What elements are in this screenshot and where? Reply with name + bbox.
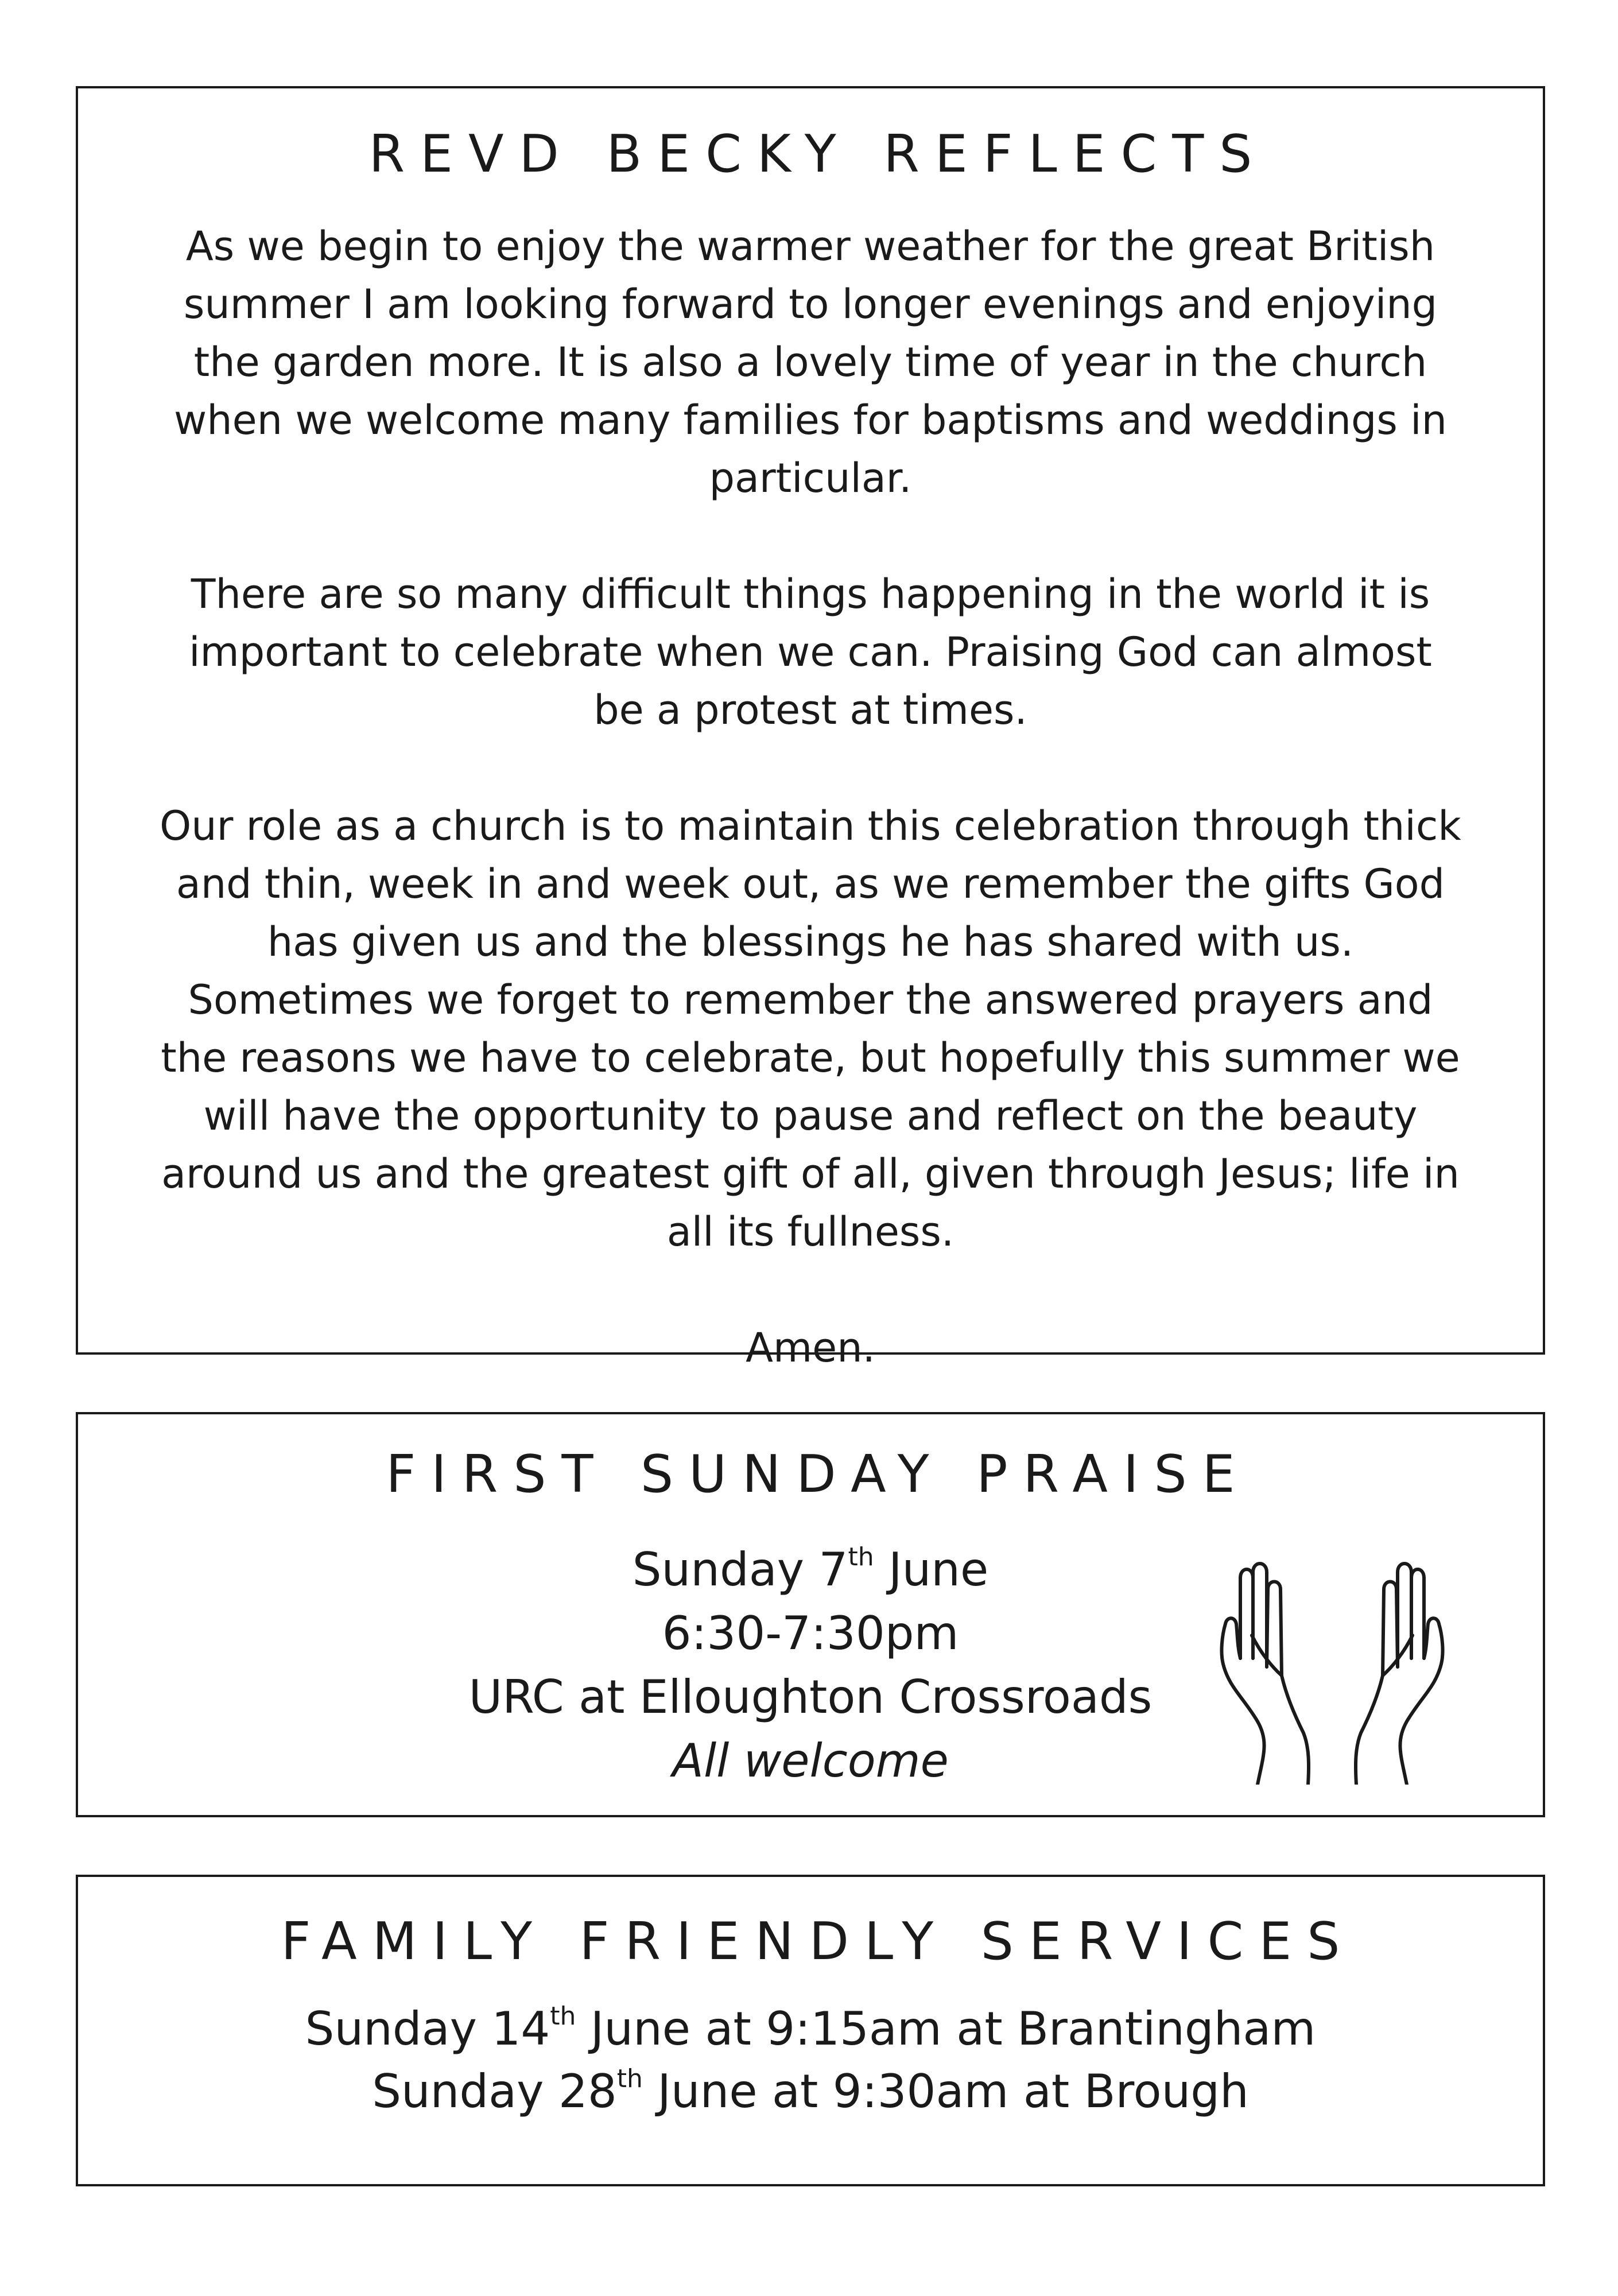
reflects-section (76, 86, 1545, 1371)
praise-time: 6:30-7:30pm (662, 1607, 959, 1660)
reflects-closing: Amen. (746, 1324, 875, 1371)
praying-hands-icon (1217, 1543, 1447, 1785)
praise-title: FIRST SUNDAY PRAISE (386, 1444, 1251, 1504)
praise-venue: URC at Elloughton Crossroads (468, 1670, 1153, 1724)
praise-date: Sunday 7th June (632, 1542, 989, 1596)
reflects-paragraph-2: There are so many difficult things happening in the world it is important to celebrate when we can. Praising God can almost be a protest at times. (189, 571, 1432, 734)
family-section (76, 1875, 1545, 2186)
family-title: FAMILY FRIENDLY SERVICES (281, 1911, 1356, 1972)
reflects-paragraph-3: Our role as a church is to maintain this celebration through thick and thin, week in and week out, as we remember the gifts God has given us and the blessings he has shared with us. Sometimes we forget to remember the answered prayers and the reasons we have to celebrate, but hopefully this summer we will have the opportunity to pause and reflect on the beauty around us and the greatest gift of all, given through Jesus; life in all its fullness. (160, 802, 1461, 1255)
family-service-2: Sunday 28th June at 9:30am at Brough (372, 2064, 1249, 2118)
reflects-body (158, 218, 1462, 1435)
family-service-1: Sunday 14th June at 9:15am at Brantingham (305, 2001, 1316, 2055)
family-services-list (78, 1998, 1543, 2123)
reflects-paragraph-1: As we begin to enjoy the warmer weather for the great British summer I am looking forward to longer evenings and enjoying the garden more. It is also a lovely time of year in the church when we welcome many families for baptisms and weddings in particular. (174, 223, 1447, 502)
reflects-title: REVD BECKY REFLECTS (368, 124, 1268, 184)
praise-section (76, 1412, 1545, 1817)
praise-note: All welcome (672, 1734, 949, 1787)
